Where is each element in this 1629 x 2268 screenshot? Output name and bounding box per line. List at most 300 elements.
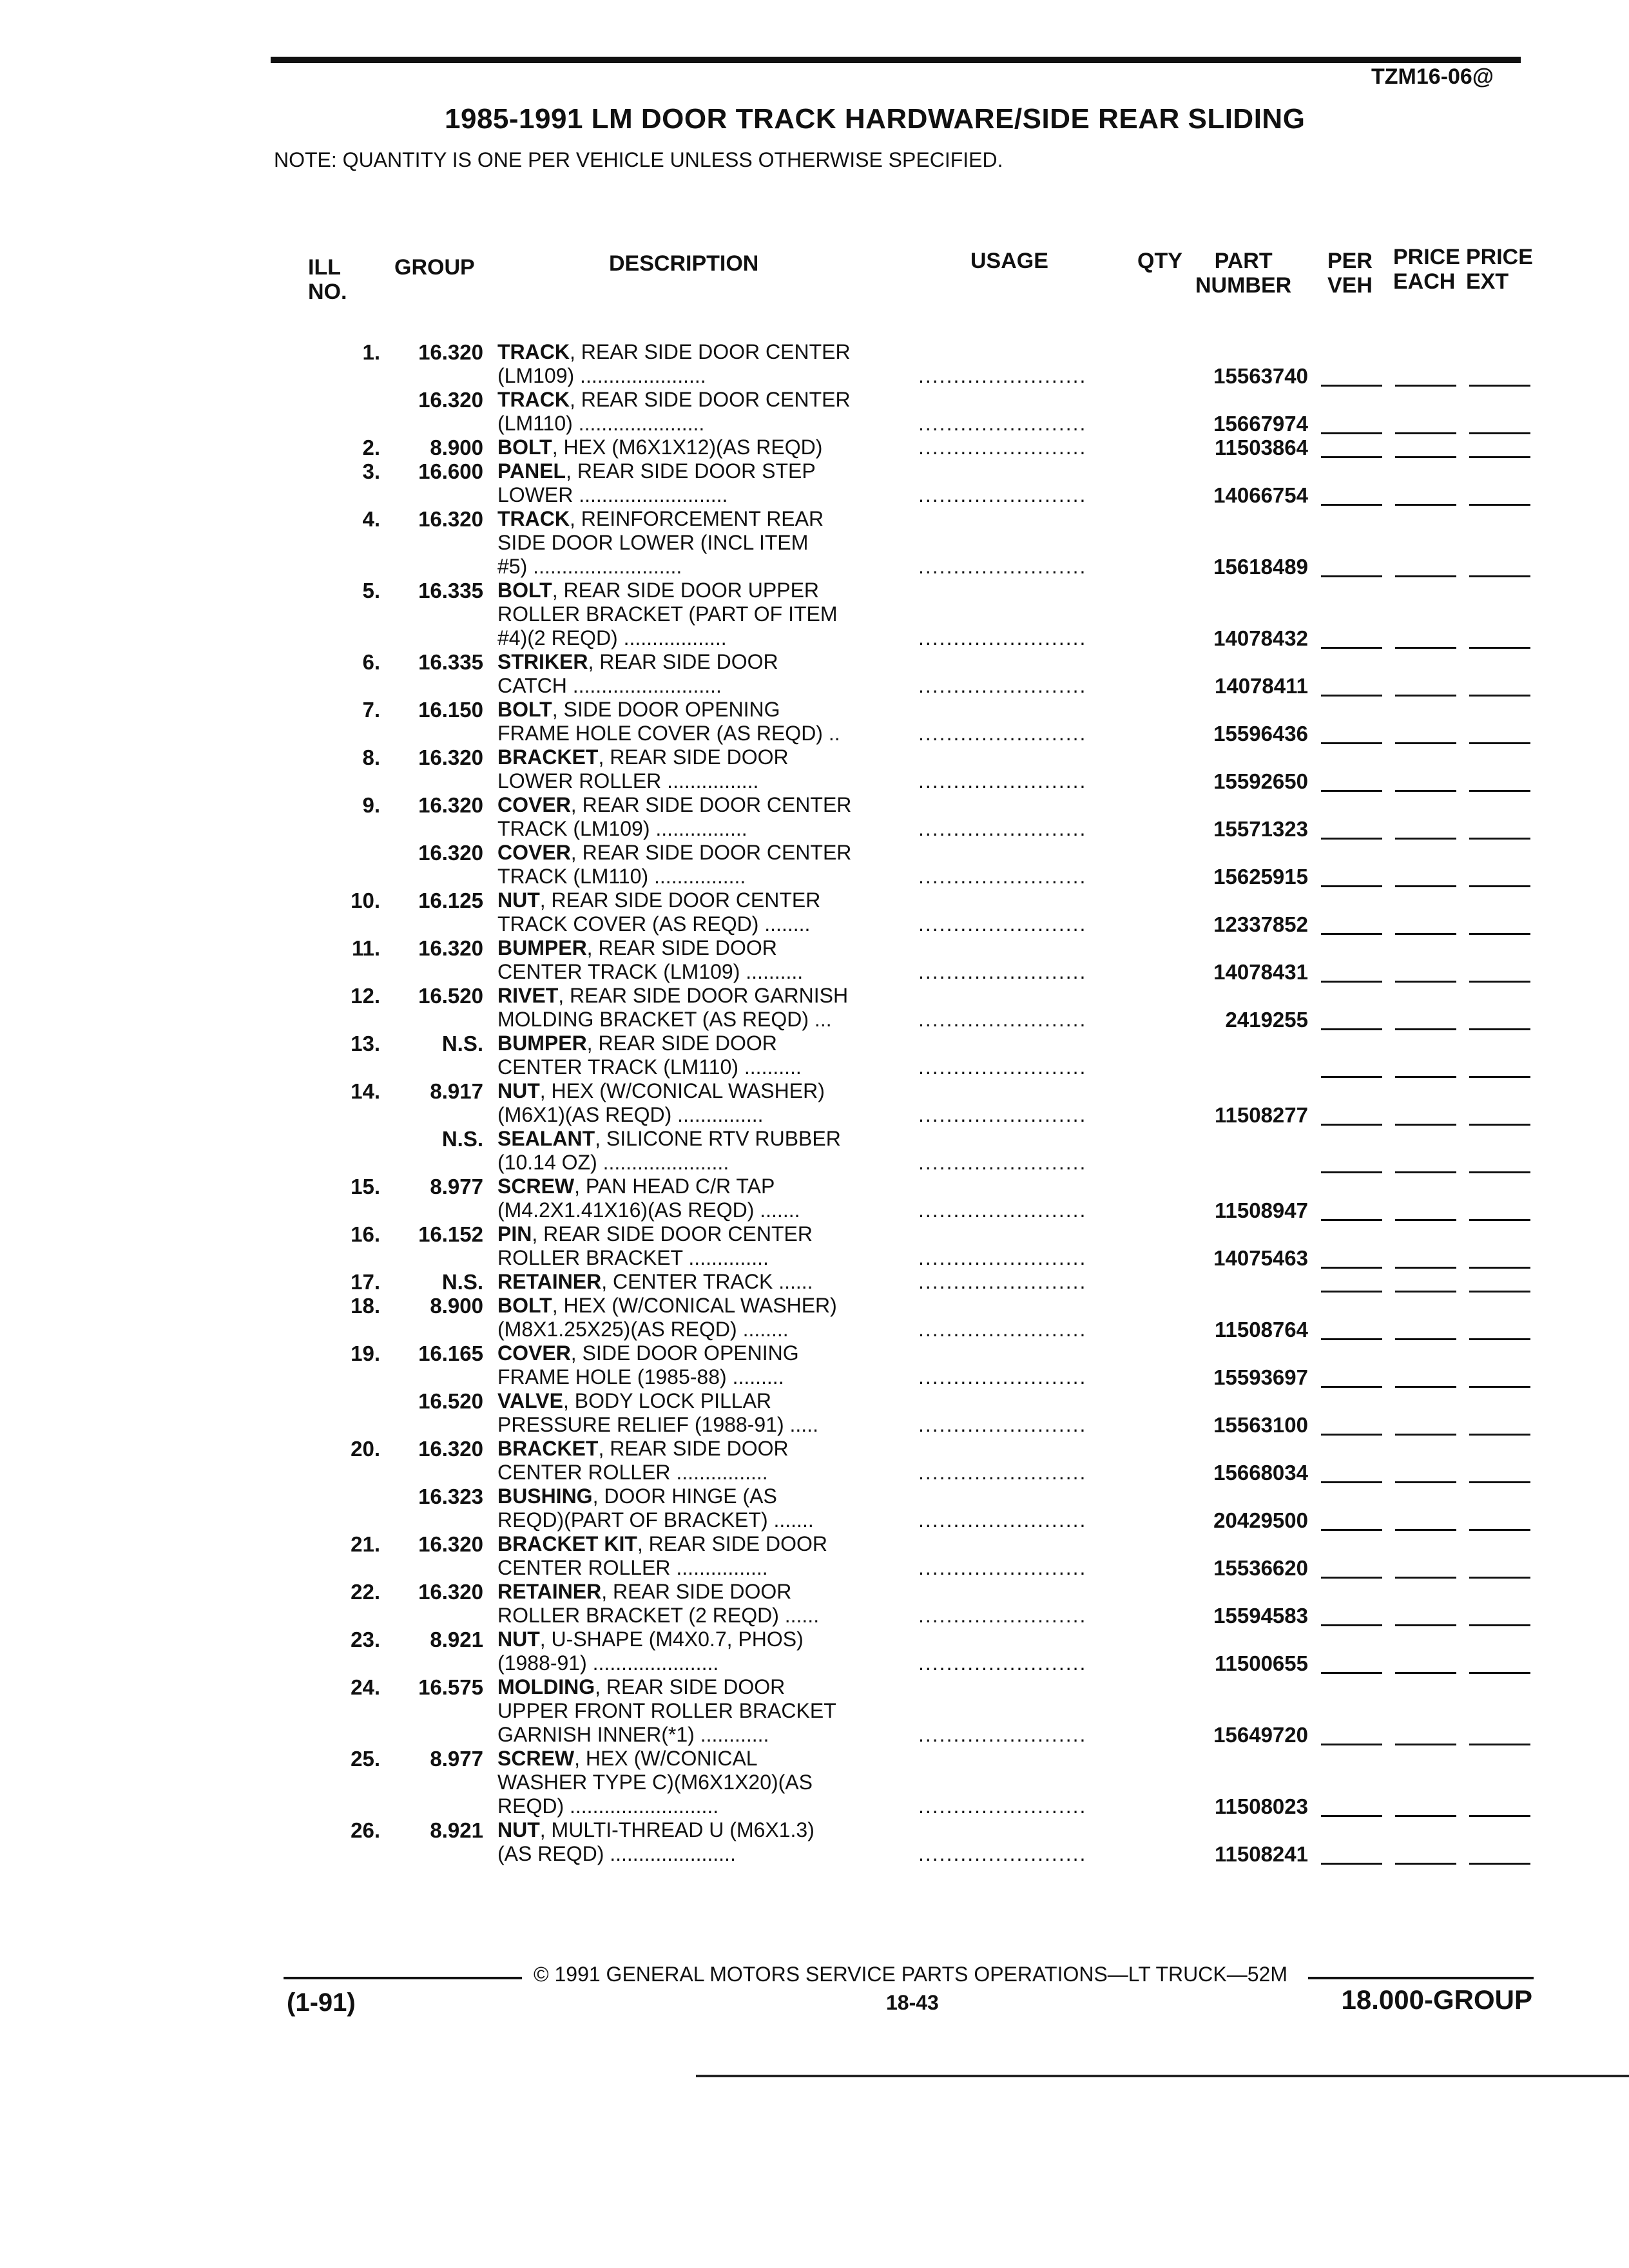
usage-leader: ........................ — [918, 1723, 1087, 1746]
description-line-1: , REAR SIDE DOOR — [586, 936, 777, 959]
group-no: 8.900 — [430, 1294, 483, 1318]
part-keyword: RETAINER — [497, 1580, 602, 1603]
price-ext-blank — [1469, 1291, 1530, 1293]
per-veh-blank — [1321, 575, 1382, 577]
group-no: 16.320 — [418, 841, 483, 865]
per-veh-blank — [1321, 1744, 1382, 1745]
group-no: 16.165 — [418, 1341, 483, 1365]
description-line-2: MOLDING BRACKET (AS REQD) ... — [497, 1008, 832, 1031]
table-row — [0, 1127, 1629, 1174]
ill-no: 12. — [351, 984, 380, 1008]
usage-leader: ........................ — [918, 912, 1087, 936]
description — [497, 1127, 910, 1175]
part-keyword: BOLT — [497, 579, 552, 602]
table-row — [0, 1532, 1629, 1580]
description-line-2: (M4.2X1.41X16)(AS REQD) ....... — [497, 1198, 800, 1222]
col-each-label: EACH — [1393, 269, 1456, 294]
part-keyword: COVER — [497, 1341, 571, 1365]
table-row — [0, 1389, 1629, 1437]
price-each-blank — [1395, 1124, 1456, 1126]
ill-no: 8. — [362, 745, 380, 769]
ill-no: 16. — [351, 1222, 380, 1246]
part-keyword: SCREW — [497, 1747, 575, 1770]
description-line-2: SIDE DOOR LOWER (INCL ITEM — [497, 531, 809, 554]
description — [497, 1270, 910, 1294]
price-each-blank — [1395, 695, 1456, 697]
group-no: 16.125 — [418, 889, 483, 912]
group-no: 8.921 — [430, 1628, 483, 1651]
table-row — [0, 745, 1629, 793]
description-line-2: CENTER TRACK (LM109) .......... — [497, 960, 804, 983]
col-usage: USAGE — [970, 249, 1048, 273]
price-ext-blank — [1469, 1577, 1530, 1579]
description-line-2: ROLLER BRACKET (PART OF ITEM — [497, 602, 838, 626]
description-line-2: FRAME HOLE (1985-88) ......... — [497, 1365, 784, 1389]
group-no: N.S. — [441, 1127, 483, 1151]
part-keyword: NUT — [497, 1079, 540, 1102]
description-line-1: , BODY LOCK PILLAR — [563, 1389, 772, 1412]
col-part-number — [1195, 249, 1291, 298]
part-number: 14078411 — [1214, 674, 1308, 698]
description-line-2: PRESSURE RELIEF (1988-91) ..... — [497, 1413, 818, 1436]
part-keyword: BOLT — [497, 1294, 552, 1317]
footer-rule-right — [1308, 1977, 1534, 1979]
price-ext-blank — [1469, 385, 1530, 387]
part-number: 14078431 — [1213, 960, 1308, 984]
description-line-1: , REAR SIDE DOOR — [586, 1032, 777, 1055]
description — [497, 436, 910, 459]
part-number: 15667974 — [1213, 412, 1308, 436]
price-each-blank — [1395, 575, 1456, 577]
group-no: 16.320 — [418, 793, 483, 817]
price-ext-blank — [1469, 1481, 1530, 1483]
group-no: 16.152 — [418, 1222, 483, 1246]
price-each-blank — [1395, 1291, 1456, 1293]
usage-leader: ........................ — [918, 674, 1087, 697]
ill-no: 23. — [351, 1628, 380, 1651]
per-veh-blank — [1321, 742, 1382, 744]
description-line-2: REQD)(PART OF BRACKET) ....... — [497, 1508, 814, 1532]
description-line-2: TRACK (LM110) ................ — [497, 865, 746, 888]
description-line-2: FRAME HOLE COVER (AS REQD) .. — [497, 722, 840, 745]
ill-no: 6. — [362, 650, 380, 674]
part-number: 15571323 — [1213, 817, 1308, 841]
description — [497, 889, 910, 936]
group-no: 16.575 — [418, 1675, 483, 1699]
usage-leader: ........................ — [918, 1008, 1087, 1031]
description — [497, 650, 910, 698]
table-row — [0, 1675, 1629, 1747]
part-number: 14075463 — [1213, 1246, 1308, 1270]
price-each-blank — [1395, 1338, 1456, 1340]
price-each-blank — [1395, 1481, 1456, 1483]
price-ext-blank — [1469, 1863, 1530, 1865]
ill-no: 24. — [351, 1675, 380, 1699]
description — [497, 984, 910, 1032]
description-line-2: TRACK (LM109) ................ — [497, 817, 747, 840]
group-no: 8.977 — [430, 1747, 483, 1771]
per-veh-blank — [1321, 838, 1382, 840]
table-row — [0, 340, 1629, 388]
per-veh-blank — [1321, 1386, 1382, 1388]
bottom-rule — [696, 2075, 1629, 2077]
price-ext-blank — [1469, 504, 1530, 506]
part-keyword: MOLDING — [497, 1675, 595, 1698]
price-each-blank — [1395, 647, 1456, 649]
part-number: 15649720 — [1213, 1723, 1308, 1747]
description — [497, 1818, 910, 1866]
usage-leader: ........................ — [918, 1151, 1087, 1174]
usage-leader: ........................ — [918, 412, 1087, 435]
usage-leader: ........................ — [918, 722, 1087, 745]
col-description: DESCRIPTION — [609, 251, 759, 276]
description-line-1: , REAR SIDE DOOR CENTER — [569, 340, 851, 363]
description-line-2: (AS REQD) ...................... — [497, 1842, 736, 1865]
part-number: 11508764 — [1214, 1318, 1308, 1341]
group-no: 16.520 — [418, 984, 483, 1008]
per-veh-blank — [1321, 1028, 1382, 1030]
price-each-blank — [1395, 1577, 1456, 1579]
description-line-1: , REAR SIDE DOOR STEP — [566, 459, 816, 483]
usage-leader: ........................ — [918, 960, 1087, 983]
usage-leader: ........................ — [918, 865, 1087, 888]
price-each-blank — [1395, 1434, 1456, 1436]
ill-no: 25. — [351, 1747, 380, 1771]
price-each-blank — [1395, 1267, 1456, 1269]
per-veh-blank — [1321, 933, 1382, 935]
part-keyword: RIVET — [497, 984, 559, 1007]
description-line-1: , REAR SIDE DOOR CENTER — [570, 793, 852, 816]
part-keyword: BRACKET — [497, 1437, 599, 1460]
description-line-1: , REAR SIDE DOOR — [598, 745, 789, 769]
description-line-1: , HEX (W/CONICAL WASHER) — [552, 1294, 837, 1317]
price-ext-blank — [1469, 838, 1530, 840]
price-each-blank — [1395, 885, 1456, 887]
description — [497, 936, 910, 984]
page-title: 1985-1991 LM DOOR TRACK HARDWARE/SIDE REAR SLIDING — [445, 103, 1306, 135]
price-each-blank — [1395, 1863, 1456, 1865]
part-number: 11503864 — [1214, 436, 1308, 459]
description — [497, 1222, 910, 1270]
col-price-each — [1393, 245, 1460, 294]
col-price-ext-label: PRICE — [1466, 245, 1533, 269]
per-veh-blank — [1321, 456, 1382, 458]
col-group: GROUP — [394, 255, 475, 280]
price-ext-blank — [1469, 1386, 1530, 1388]
col-price-label: PRICE — [1393, 245, 1460, 269]
part-keyword: RETAINER — [497, 1270, 602, 1293]
part-number: 15592650 — [1213, 769, 1308, 793]
col-number-label: NUMBER — [1195, 273, 1292, 298]
price-ext-blank — [1469, 742, 1530, 744]
col-ill-no — [308, 255, 347, 304]
description — [497, 745, 910, 793]
price-each-blank — [1395, 838, 1456, 840]
price-ext-blank — [1469, 1672, 1530, 1674]
description — [497, 579, 910, 650]
price-each-blank — [1395, 1624, 1456, 1626]
part-number: 11508241 — [1214, 1842, 1308, 1866]
price-each-blank — [1395, 456, 1456, 458]
table-row — [0, 1580, 1629, 1628]
per-veh-blank — [1321, 695, 1382, 697]
price-ext-blank — [1469, 1815, 1530, 1817]
usage-leader: ........................ — [918, 364, 1087, 387]
price-ext-blank — [1469, 1219, 1530, 1221]
group-no: 8.917 — [430, 1079, 483, 1103]
ill-no: 3. — [362, 459, 380, 483]
part-number: 14078432 — [1213, 626, 1308, 650]
usage-leader: ........................ — [918, 1413, 1087, 1436]
group-no: 16.320 — [418, 936, 483, 960]
part-keyword: VALVE — [497, 1389, 563, 1412]
ill-no: 26. — [351, 1818, 380, 1842]
description-line-1: , CENTER TRACK ...... — [601, 1270, 813, 1293]
per-veh-blank — [1321, 1124, 1382, 1126]
price-ext-blank — [1469, 1171, 1530, 1173]
ill-no: 2. — [362, 436, 380, 459]
description-line-2: LOWER ROLLER ................ — [497, 769, 759, 793]
price-ext-blank — [1469, 1076, 1530, 1078]
ill-no: 4. — [362, 507, 380, 531]
description-line-2: (10.14 OZ) ...................... — [497, 1151, 729, 1174]
description-line-2: UPPER FRONT ROLLER BRACKET — [497, 1699, 836, 1722]
ill-no: 15. — [351, 1175, 380, 1198]
price-ext-blank — [1469, 1744, 1530, 1745]
part-keyword: BOLT — [497, 698, 552, 721]
price-each-blank — [1395, 385, 1456, 387]
description-line-2: CENTER ROLLER ................ — [497, 1556, 768, 1579]
price-ext-blank — [1469, 647, 1530, 649]
usage-leader: ........................ — [918, 817, 1087, 840]
group-no: 16.335 — [418, 650, 483, 674]
per-veh-blank — [1321, 504, 1382, 506]
group-no: 16.520 — [418, 1389, 483, 1413]
price-each-blank — [1395, 1386, 1456, 1388]
footer-rule-left — [284, 1977, 522, 1979]
part-keyword: BRACKET — [497, 745, 599, 769]
usage-leader: ........................ — [918, 626, 1087, 649]
per-veh-blank — [1321, 1338, 1382, 1340]
description — [497, 388, 910, 436]
per-veh-blank — [1321, 1577, 1382, 1579]
price-ext-blank — [1469, 432, 1530, 434]
usage-leader: ........................ — [918, 436, 1087, 459]
group-no: 16.320 — [418, 1437, 483, 1461]
price-ext-blank — [1469, 575, 1530, 577]
group-no: 16.600 — [418, 459, 483, 483]
usage-leader: ........................ — [918, 555, 1087, 578]
per-veh-blank — [1321, 432, 1382, 434]
usage-leader: ........................ — [918, 1461, 1087, 1484]
price-ext-blank — [1469, 1028, 1530, 1030]
col-ext-label: EXT — [1466, 269, 1509, 294]
per-veh-blank — [1321, 1434, 1382, 1436]
usage-leader: ........................ — [918, 483, 1087, 506]
description-line-2: (1988-91) ...................... — [497, 1651, 719, 1675]
group-no: 16.320 — [418, 745, 483, 769]
col-qty: QTY — [1137, 249, 1182, 273]
description — [497, 698, 910, 745]
per-veh-blank — [1321, 790, 1382, 792]
description-line-1: , REAR SIDE DOOR — [637, 1532, 828, 1555]
part-number: 11500655 — [1214, 1651, 1308, 1675]
per-veh-blank — [1321, 1815, 1382, 1817]
usage-leader: ........................ — [918, 1270, 1087, 1293]
price-each-blank — [1395, 981, 1456, 983]
description-line-2: (LM109) ...................... — [497, 364, 706, 387]
group-no: 16.320 — [418, 340, 483, 364]
ill-no: 17. — [351, 1270, 380, 1294]
part-number: 15594583 — [1213, 1604, 1308, 1628]
description — [497, 1079, 910, 1127]
usage-leader: ........................ — [918, 1556, 1087, 1579]
top-rule — [271, 57, 1521, 63]
per-veh-blank — [1321, 981, 1382, 983]
table-row — [0, 1079, 1629, 1127]
description-line-2: WASHER TYPE C)(M6X1X20)(AS — [497, 1771, 813, 1794]
description-line-3: #4)(2 REQD) .................. — [497, 626, 727, 649]
page-number: 18-43 — [886, 1991, 939, 2014]
usage-leader: ........................ — [918, 1198, 1087, 1222]
part-number: 15618489 — [1213, 555, 1308, 579]
group-no: 16.150 — [418, 698, 483, 722]
col-price-ext — [1466, 245, 1533, 294]
part-keyword: TRACK — [497, 340, 570, 363]
part-number: 15563100 — [1213, 1413, 1308, 1437]
part-number: 2419255 — [1225, 1008, 1308, 1032]
price-ext-blank — [1469, 695, 1530, 697]
description — [497, 1341, 910, 1389]
page-code: TZM16-06@ — [1371, 64, 1494, 89]
per-veh-blank — [1321, 1171, 1382, 1173]
description — [497, 1747, 910, 1818]
price-ext-blank — [1469, 456, 1530, 458]
description-line-1: , REAR SIDE DOOR CENTER — [570, 841, 852, 864]
group-no: 16.320 — [418, 1532, 483, 1556]
ill-no: 19. — [351, 1341, 380, 1365]
table-row — [0, 1270, 1629, 1294]
table-row — [0, 507, 1629, 579]
part-keyword: TRACK — [497, 507, 570, 530]
part-number: 15668034 — [1213, 1461, 1308, 1485]
description-line-3: GARNISH INNER(*1) ............ — [497, 1723, 769, 1746]
part-keyword: SCREW — [497, 1175, 575, 1198]
price-each-blank — [1395, 1672, 1456, 1674]
part-keyword: BUSHING — [497, 1485, 593, 1508]
table-row — [0, 459, 1629, 507]
ill-no: 22. — [351, 1580, 380, 1604]
description-line-1: , HEX (W/CONICAL — [574, 1747, 758, 1770]
description-line-1: , REAR SIDE DOOR UPPER — [552, 579, 820, 602]
ill-no: 1. — [362, 340, 380, 364]
part-keyword: NUT — [497, 889, 540, 912]
description-line-1: , REAR SIDE DOOR CENTER — [532, 1222, 813, 1245]
price-ext-blank — [1469, 1624, 1530, 1626]
price-each-blank — [1395, 1529, 1456, 1531]
description — [497, 1032, 910, 1079]
ill-no: 5. — [362, 579, 380, 602]
per-veh-blank — [1321, 1076, 1382, 1078]
description-line-2: (LM110) ...................... — [497, 412, 705, 435]
part-keyword: PIN — [497, 1222, 532, 1245]
price-ext-blank — [1469, 1267, 1530, 1269]
description — [497, 459, 910, 507]
table-row — [0, 1341, 1629, 1389]
part-number: 15536620 — [1213, 1556, 1308, 1580]
ill-no: 20. — [351, 1437, 380, 1461]
usage-leader: ........................ — [918, 1842, 1087, 1865]
description — [497, 1389, 910, 1437]
description-line-1: , U-SHAPE (M4X0.7, PHOS) — [539, 1628, 804, 1651]
ill-no: 10. — [351, 889, 380, 912]
description-line-1: , PAN HEAD C/R TAP — [574, 1175, 775, 1198]
table-row — [0, 984, 1629, 1032]
group-no: 16.320 — [418, 1580, 483, 1604]
quantity-note: NOTE: QUANTITY IS ONE PER VEHICLE UNLESS OTHERWISE SPECIFIED. — [274, 148, 1003, 171]
col-no-label: NO. — [308, 280, 347, 304]
part-keyword: BUMPER — [497, 936, 587, 959]
description — [497, 340, 910, 388]
price-ext-blank — [1469, 1529, 1530, 1531]
table-row — [0, 793, 1629, 841]
per-veh-blank — [1321, 885, 1382, 887]
description-line-1: , REINFORCEMENT REAR — [569, 507, 824, 530]
description-line-1: , SIDE DOOR OPENING — [552, 698, 780, 721]
description-line-2: CENTER TRACK (LM110) .......... — [497, 1055, 802, 1079]
description-line-1: , REAR SIDE DOOR — [588, 650, 778, 673]
part-number: 11508023 — [1214, 1794, 1308, 1818]
usage-leader: ........................ — [918, 1508, 1087, 1532]
part-keyword: COVER — [497, 793, 571, 816]
description — [497, 1532, 910, 1580]
price-each-blank — [1395, 1219, 1456, 1221]
description-line-2: TRACK COVER (AS REQD) ........ — [497, 912, 811, 936]
col-veh-label: VEH — [1327, 273, 1373, 298]
part-number: 15625915 — [1213, 865, 1308, 889]
table-row — [0, 650, 1629, 698]
part-number: 12337852 — [1213, 912, 1308, 936]
per-veh-blank — [1321, 1624, 1382, 1626]
group-no: N.S. — [441, 1270, 483, 1294]
description-line-3: REQD) .......................... — [497, 1794, 719, 1818]
price-each-blank — [1395, 1076, 1456, 1078]
description-line-1: , SIDE DOOR OPENING — [570, 1341, 799, 1365]
group-no: 8.900 — [430, 436, 483, 459]
description — [497, 1580, 910, 1628]
description-line-2: CATCH .......................... — [497, 674, 722, 697]
description-line-1: , HEX (W/CONICAL WASHER) — [539, 1079, 825, 1102]
part-number: 11508277 — [1214, 1103, 1308, 1127]
price-ext-blank — [1469, 1124, 1530, 1126]
description-line-2: ROLLER BRACKET (2 REQD) ...... — [497, 1604, 820, 1627]
part-keyword: BUMPER — [497, 1032, 587, 1055]
group-no: 16.323 — [418, 1485, 483, 1508]
part-number: 15593697 — [1213, 1365, 1308, 1389]
part-number: 15563740 — [1213, 364, 1308, 388]
description-line-2: LOWER .......................... — [497, 483, 728, 506]
price-ext-blank — [1469, 1338, 1530, 1340]
part-keyword: BOLT — [497, 436, 552, 459]
part-keyword: PANEL — [497, 459, 566, 483]
per-veh-blank — [1321, 385, 1382, 387]
group-no: 16.320 — [418, 507, 483, 531]
col-ill-label: ILL — [308, 255, 341, 280]
usage-leader: ........................ — [918, 1246, 1087, 1269]
usage-leader: ........................ — [918, 1365, 1087, 1389]
description-line-1: , REAR SIDE DOOR GARNISH — [558, 984, 849, 1007]
price-each-blank — [1395, 933, 1456, 935]
